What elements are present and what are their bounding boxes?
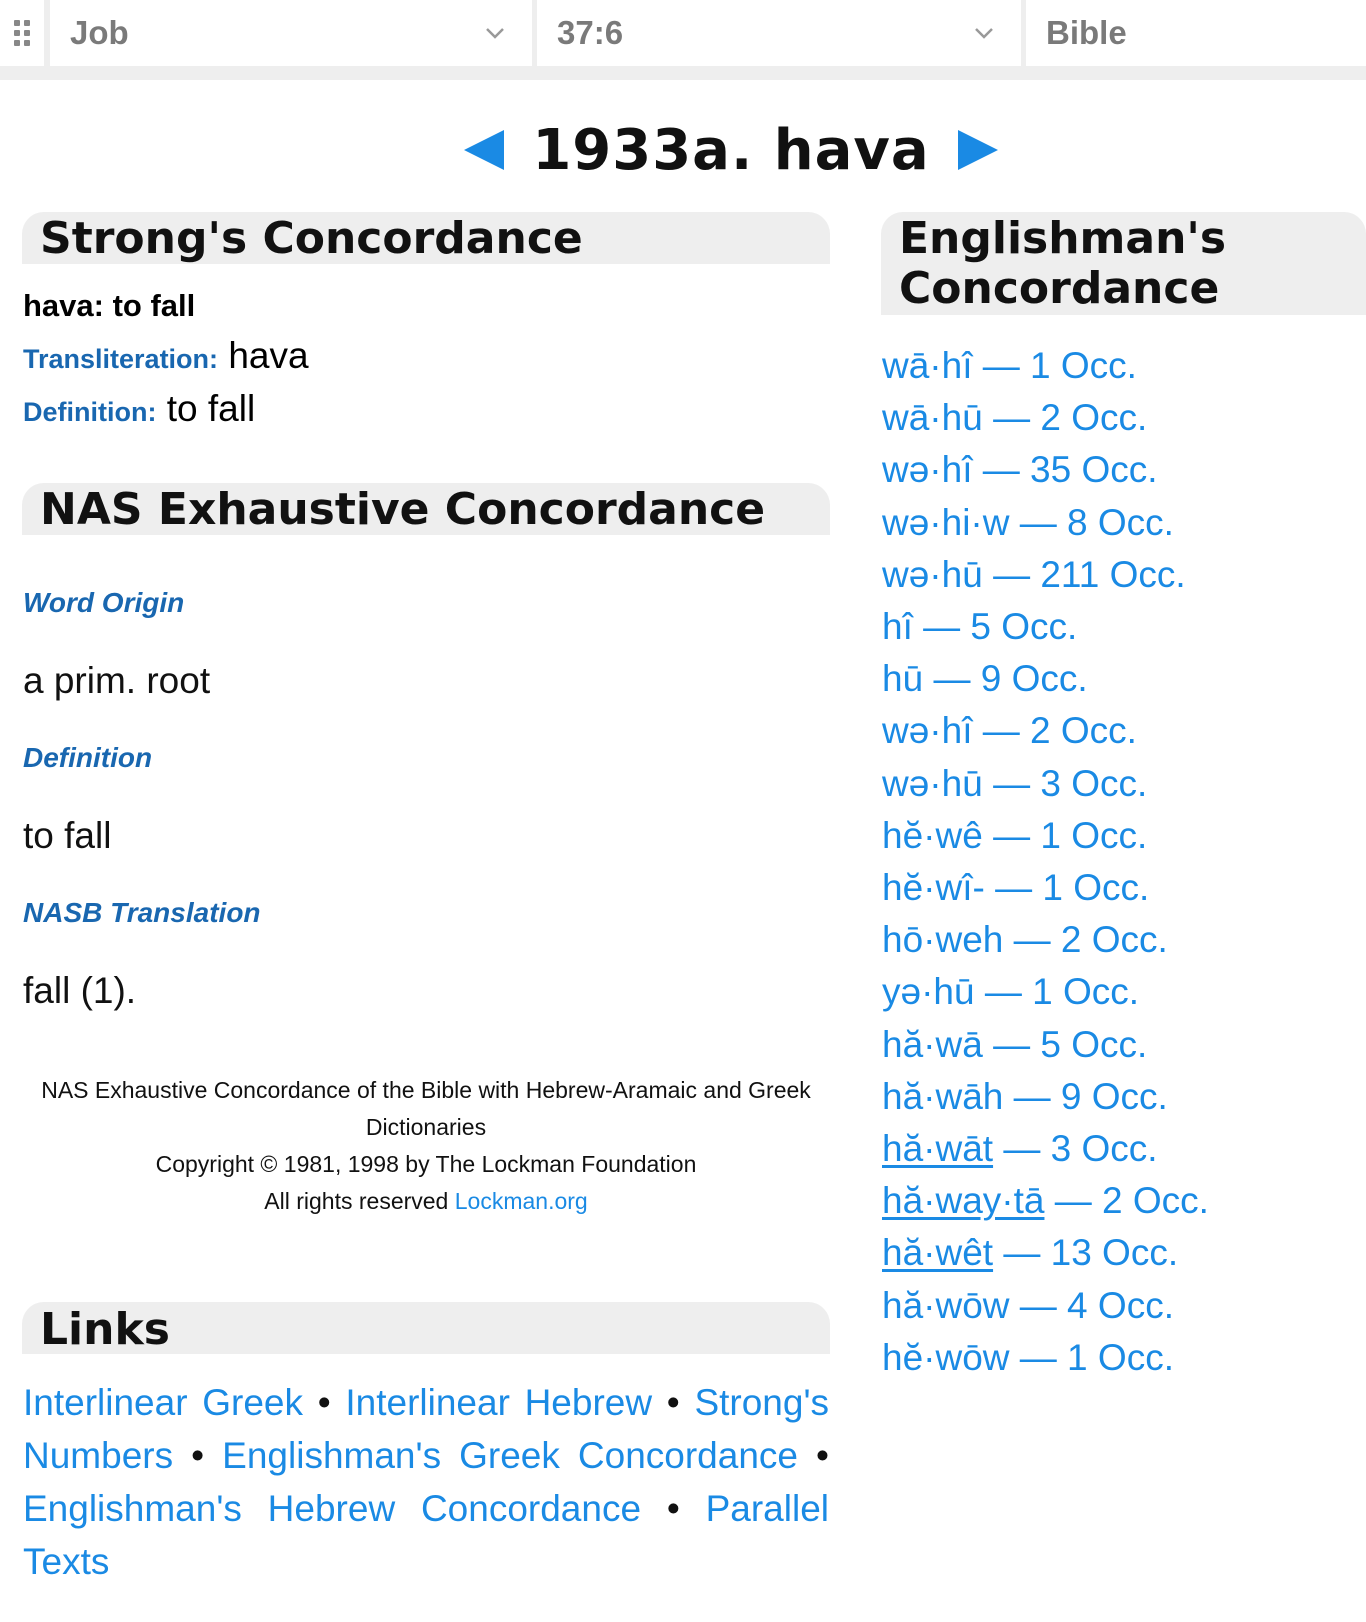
bible-select[interactable]	[1026, 0, 1366, 66]
englishmans-entry[interactable]	[882, 444, 1209, 496]
link-englishmans-hebrew[interactable]: Englishman's Hebrew Concordance	[23, 1488, 642, 1529]
bible-select-value: Bible	[1046, 14, 1127, 51]
next-entry-arrow-icon[interactable]	[958, 130, 998, 170]
entry-count: — 35 Occ.	[982, 449, 1158, 491]
entry-word: hō·weh	[882, 919, 1004, 961]
page-title: 1933a. hava	[532, 117, 930, 183]
englishmans-heading: Englishman's Concordance	[881, 212, 1366, 315]
link-interlinear-greek[interactable]: Interlinear Greek	[23, 1382, 303, 1423]
entry-word: hă·wōw	[882, 1284, 1010, 1326]
englishmans-entry[interactable]	[882, 758, 1209, 810]
entry-word: wə·hū	[882, 762, 983, 804]
definition-row	[23, 388, 255, 430]
englishmans-entry[interactable]	[882, 1280, 1209, 1332]
englishmans-entry[interactable]	[882, 862, 1209, 914]
englishmans-entry[interactable]	[882, 1332, 1209, 1384]
chevron-down-icon	[973, 22, 995, 44]
definition-value: to fall	[166, 388, 256, 429]
entry-count: — 5 Occ.	[993, 1023, 1148, 1065]
chevron-down-icon	[484, 22, 506, 44]
entry-count: — 1 Occ.	[993, 814, 1148, 856]
book-select[interactable]	[50, 0, 532, 66]
links-list	[23, 1376, 829, 1588]
link-separator: •	[816, 1435, 830, 1476]
entry-count: — 13 Occ.	[1003, 1232, 1179, 1274]
link-separator: •	[191, 1435, 205, 1476]
word-origin-value: a prim. root	[23, 660, 211, 701]
englishmans-entry[interactable]	[882, 1175, 1209, 1227]
entry-count: — 1 Occ.	[982, 345, 1137, 386]
link-englishmans-greek[interactable]: Englishman's Greek Concordance	[222, 1435, 798, 1476]
verse-select[interactable]	[537, 0, 1021, 66]
entry-count: — 211 Occ.	[993, 553, 1186, 595]
englishmans-entry[interactable]	[882, 392, 1209, 444]
englishmans-entry[interactable]	[882, 1227, 1209, 1279]
englishmans-entry[interactable]	[882, 1071, 1209, 1123]
copyright-line-3	[22, 1183, 830, 1220]
entry-word: wə·hî	[882, 449, 973, 491]
entry-count: — 5 Occ.	[923, 606, 1078, 648]
englishmans-entry[interactable]	[882, 497, 1209, 549]
entry-count: — 1 Occ.	[1019, 1336, 1174, 1378]
entry-word: hă·wêt	[882, 1232, 994, 1274]
verse-select-value: 37:6	[557, 14, 624, 51]
englishmans-entry[interactable]	[882, 1123, 1209, 1175]
entry-word: wə·hî	[882, 710, 973, 752]
entry-word: wā·hū	[882, 397, 983, 439]
copyright-note	[22, 1072, 830, 1220]
englishmans-entry[interactable]	[882, 705, 1209, 757]
rights-text: All rights reserved	[264, 1188, 449, 1214]
link-separator: •	[666, 1382, 680, 1423]
nas-heading: NAS Exhaustive Concordance	[22, 483, 830, 535]
transliteration-label: Transliteration:	[23, 344, 219, 374]
transliteration-value: hava	[228, 335, 309, 376]
entry-word: hĕ·wōw	[882, 1336, 1010, 1378]
entry-word: hă·wā	[882, 1023, 983, 1065]
nas-definition-label: Definition	[23, 742, 153, 773]
link-strongs-numbers[interactable]: Strong's Numbers	[23, 1382, 830, 1476]
entry-count: — 9 Occ.	[933, 658, 1088, 700]
entry-word: hî	[882, 606, 913, 648]
entry-count: — 1 Occ.	[984, 971, 1140, 1013]
entry-word: wə·hi·w	[882, 501, 1010, 543]
entry-word: hĕ·wî-	[882, 867, 985, 909]
lockman-link[interactable]: Lockman.org	[454, 1188, 588, 1214]
entry-word: wə·hū	[882, 553, 983, 595]
menu-grip-icon[interactable]	[0, 0, 44, 66]
word-origin-label: Word Origin	[23, 587, 185, 618]
nasb-translation-value: fall (1).	[23, 970, 137, 1011]
entry-count: — 2 Occ.	[982, 710, 1137, 752]
englishmans-entry[interactable]	[882, 601, 1209, 653]
entry-word: hă·way·tā	[882, 1180, 1045, 1222]
entry-word: yə·hū	[882, 971, 975, 1013]
englishmans-entry[interactable]	[882, 810, 1209, 862]
link-separator: •	[317, 1382, 331, 1423]
entry-word: hĕ·wê	[882, 814, 983, 856]
entry-count: — 2 Occ.	[1054, 1180, 1209, 1222]
entry-count: — 8 Occ.	[1019, 501, 1174, 543]
entry-count: — 3 Occ.	[993, 762, 1148, 804]
copyright-line-2: Copyright © 1981, 1998 by The Lockman Foundation	[155, 1151, 697, 1177]
entry-count: — 2 Occ.	[993, 397, 1148, 439]
englishmans-entry[interactable]	[882, 340, 1209, 392]
nas-definition-value: to fall	[23, 815, 112, 856]
englishmans-entry[interactable]	[882, 653, 1209, 705]
entry-word: wā·hî	[882, 345, 973, 386]
link-separator: •	[666, 1488, 680, 1529]
entry-word: hă·wāh	[882, 1075, 1004, 1117]
book-select-value: Job	[70, 14, 129, 51]
englishmans-entry[interactable]	[882, 914, 1209, 966]
transliteration-row	[23, 335, 309, 377]
links-heading: Links	[22, 1302, 830, 1354]
englishmans-entry[interactable]	[882, 1019, 1209, 1071]
entry-count: — 2 Occ.	[1013, 919, 1168, 961]
link-interlinear-hebrew[interactable]: Interlinear Hebrew	[345, 1382, 653, 1423]
copyright-line-1: NAS Exhaustive Concordance of the Bible with Hebrew-Aramaic and Greek Dictionaries	[41, 1077, 811, 1140]
nasb-translation-label: NASB Translation	[23, 897, 261, 928]
entry-count: — 9 Occ.	[1013, 1075, 1168, 1117]
strongs-heading: Strong's Concordance	[22, 212, 830, 264]
englishmans-entry[interactable]	[882, 966, 1209, 1018]
entry-word: hă·wāt	[882, 1128, 994, 1170]
entry-count: — 4 Occ.	[1019, 1284, 1174, 1326]
englishmans-entry[interactable]	[882, 549, 1209, 601]
top-nav-bar	[0, 0, 1366, 80]
title-row	[0, 112, 1366, 188]
entry-count: — 1 Occ.	[995, 867, 1150, 909]
entry-word: hū	[882, 658, 924, 700]
definition-label: Definition:	[23, 397, 157, 427]
entry-count: — 3 Occ.	[1003, 1128, 1158, 1170]
strongs-subtitle: hava: to fall	[23, 288, 196, 323]
previous-entry-arrow-icon[interactable]	[464, 130, 504, 170]
englishmans-list	[882, 340, 1209, 1384]
link-parallel-texts[interactable]: Parallel Texts	[23, 1488, 830, 1582]
